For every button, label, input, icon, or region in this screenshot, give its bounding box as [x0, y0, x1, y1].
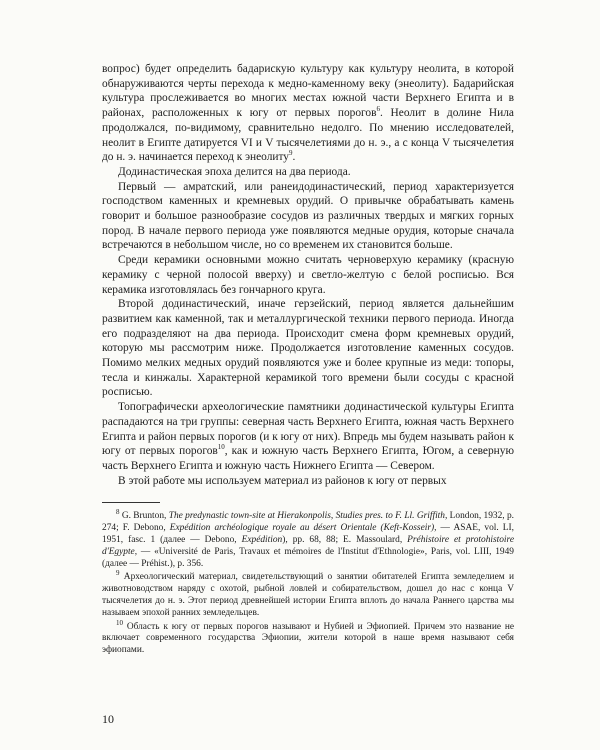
footnote-ref: 10 — [116, 618, 123, 627]
text-run: Среди керамики основными можно считать черноверхую керамику (красную керамику с черной полосой вверху) и светло-желтую с белой росписью. Вся керамика изготовлялась без гончарного круга. — [102, 254, 514, 296]
text-run: , как и южную часть Верхнего Египта, Югом, а северную часть Верхнего Египта и южную часть Нижнего Египта — Севером. — [102, 445, 514, 472]
text-run: . Неолит в долине Нила продолжался, по-видимому, сравнительно недолго. По мнению исследователей, неолит в Египте датируется VI и V тысячелетиями до н. э., а с конца V тысячелетия до н. э. начинается переход к энеолиту — [102, 107, 514, 164]
text-run: London, 1932, p. 274; F. Debono, — [102, 511, 515, 534]
footnote-separator — [102, 502, 160, 503]
text-run: — «Université de Paris, Travaux et mémoires de l'Institut d'Ethnologie», Paris, vol. LIII, 1949 (далее — Préhist.), p. 356. — [102, 546, 514, 569]
italic-text: Expédition archéologique royale au désert Orientale (Keft-Kosseir), — [169, 523, 437, 534]
footnote — [102, 508, 515, 570]
text-run: Первый — амратский, или ранеидодинастический, период характеризуется господством каменных и кремневых орудий. О привычке обрабатывать камень говорит и большое разнообразие сосудов из различных твердых и мягких горных пород. В начале первого периода уже появляются медные орудия, которые сначала встречаются в небольшом числе, но со временем их становится больше. — [102, 180, 514, 252]
body-paragraph — [102, 180, 514, 254]
italic-text: Expédition — [241, 534, 283, 545]
footnote-ref: 8 — [116, 508, 120, 517]
body-paragraph — [102, 62, 514, 165]
body-text — [102, 62, 514, 488]
body-paragraph — [102, 297, 514, 400]
footnotes — [102, 508, 515, 657]
body-paragraph — [102, 253, 514, 297]
footnote — [102, 618, 514, 657]
page — [102, 62, 514, 657]
body-paragraph — [102, 474, 514, 489]
footnote — [102, 569, 514, 619]
text-run: вопрос) будет определить бадарискую культуру как культуру неолита, в которой обнаруживаются черты перехода к медно-каменному веку (энеолиту). Бадарийская культура прослеживается во многих местах южной части Верхнего Египта и в районах, расположенных к югу от первых порогов — [102, 63, 514, 120]
italic-text: The predynastic town-site at Hierakonpolis, Studies pres. to F. Ll. Griffith, — [168, 511, 448, 522]
footnote-ref: 10 — [217, 443, 225, 452]
text-run: ), pp. 68, 88; E. Massoulard, — [282, 534, 408, 545]
text-run: Второй додинастический, иначе герзейский, период является дальнейшим развитием как каменной, так и металлургической техники первого периода. Иногда его подразделяют на два периода. Происходит смена форм кремневых орудий, которую мы рассмотрим ниже. Продолжается изготовление каменных сосудов. Помимо мелких медных орудий появляются уже и более крупные из меди: топоры, тесла и кинжалы. Характерной керамикой того времени были сосуды с красной росписью. — [102, 298, 514, 399]
footnote-ref: 9 — [289, 149, 293, 158]
footnote-ref: 6 — [376, 105, 380, 114]
text-run: В этой работе мы используем материал из районов к югу от первых — [118, 474, 447, 487]
text-run: Топографически археологические памятники додинастической культуры Египта распадаются на три группы: северная часть Верхнего Египта, южная часть Верхнего Египта и район первых порогов (и к югу от них). Впредь мы будем называть район к югу от первых порогов — [102, 401, 514, 458]
italic-text: Préhistoire et protohistoire d'Egypte, — [102, 534, 514, 557]
text-run: G. Brunton, — [119, 511, 169, 522]
body-paragraph — [102, 165, 514, 180]
text-run: Додинастическая эпоха делится на два периода. — [118, 165, 351, 178]
text-run: Археологический материал, свидетельствующий о занятии обитателей Египта земледелием и животноводством наряду с охотой, рыбной ловлей и собирательством, дошел до нас с конца V тысячелетия до н. э. Этот период древнейшей истории Египта вплоть до начала Раннего царства мы называем эпохой ранних земледельцев. — [102, 572, 514, 618]
page-number: 10 — [102, 712, 114, 726]
footnote-ref: 9 — [116, 569, 120, 578]
text-run: Область к югу от первых порогов называют и Нубией и Эфиопией. Причем это название не включает современного государства Эфиопии, жители которой в наше время называют себя эфиопами. — [102, 621, 514, 656]
text-run: . — [292, 151, 296, 164]
text-run: — ASAE, vol. LI, 1951, fasc. 1 (далее — Debono, — [102, 523, 514, 545]
body-paragraph — [102, 400, 514, 474]
